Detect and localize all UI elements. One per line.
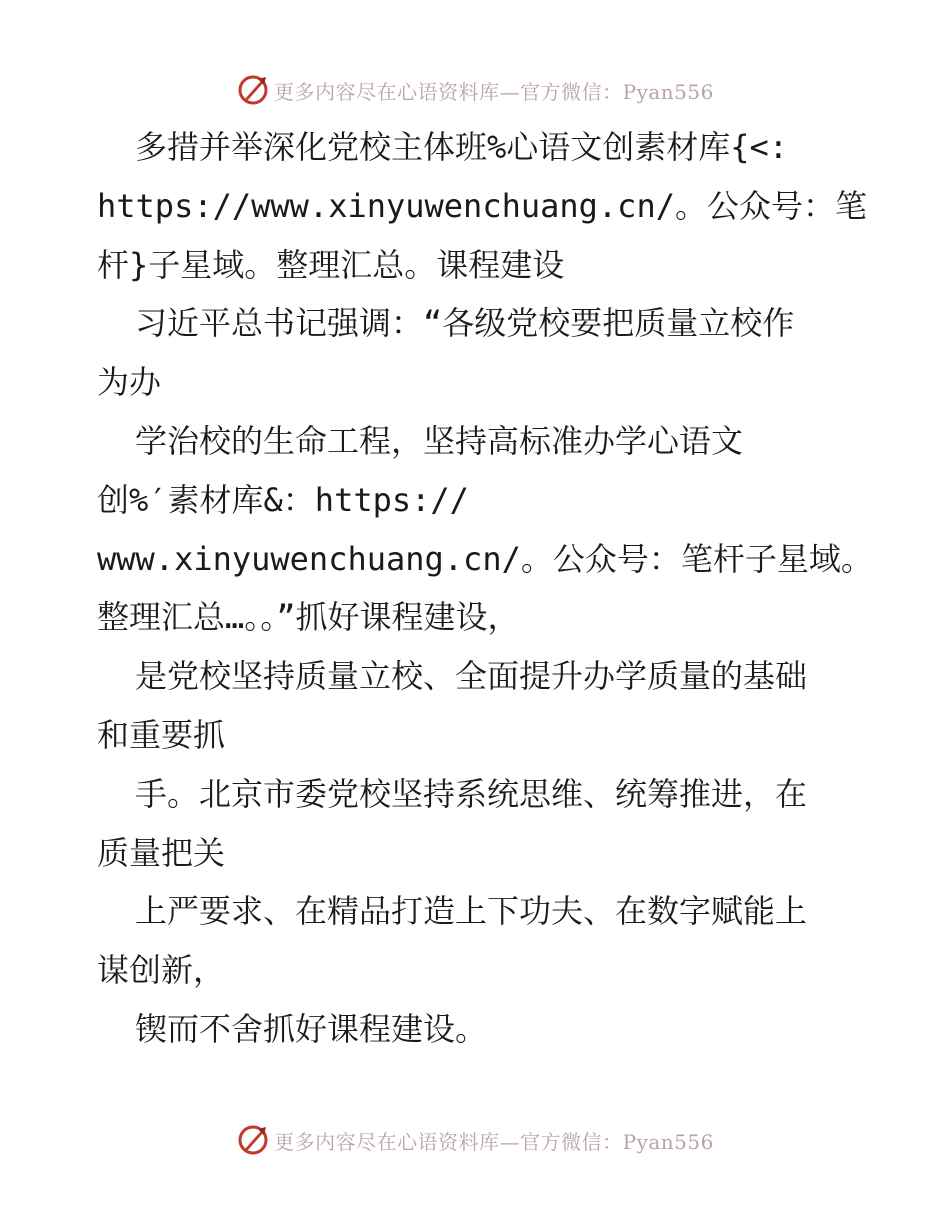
header-banner [0, 70, 950, 110]
text-line: 质量把关 [97, 833, 226, 872]
text-line: 创%′素材库&：https:// [97, 480, 469, 519]
text-line: 谋创新， [97, 951, 226, 990]
text-line: www.xinyuwenchuang.cn/。公众号：笔杆子星域。 [97, 539, 873, 578]
footer-banner [0, 1120, 950, 1160]
quill-seal-icon [236, 73, 270, 107]
text-line: 手。北京市委党校坚持系统思维、统筹推进，在 [135, 774, 808, 813]
text-line: 和重要抓 [97, 715, 226, 754]
text-line: 上严要求、在精品打造上下功夫、在数字赋能上 [135, 892, 808, 931]
quill-seal-icon [236, 1123, 270, 1157]
text-line: 整理汇总…。。”抓好课程建设， [97, 598, 520, 637]
text-line: 多措并举深化党校主体班%心语文创素材库{<: [135, 128, 789, 166]
document-body [97, 118, 877, 1059]
text-line: 杆}子星域。整理汇总。课程建设 [97, 245, 565, 284]
text-line: 是党校坚持质量立校、全面提升办学质量的基础 [135, 657, 808, 696]
text-line: 为办 [97, 363, 162, 402]
footer-banner-text: 更多内容尽在心语资料库—官方微信：Pyan556 [274, 1129, 714, 1154]
text-line: 习近平总书记强调：“各级党校要把质量立校作 [135, 304, 795, 343]
text-line: https://www.xinyuwenchuang.cn/。公众号：笔 [97, 186, 867, 225]
header-banner-text: 更多内容尽在心语资料库—官方微信：Pyan556 [274, 79, 714, 104]
text-line: 锲而不舍抓好课程建设。 [135, 1009, 488, 1048]
text-line: 学治校的生命工程，坚持高标准办学心语文 [135, 421, 744, 460]
